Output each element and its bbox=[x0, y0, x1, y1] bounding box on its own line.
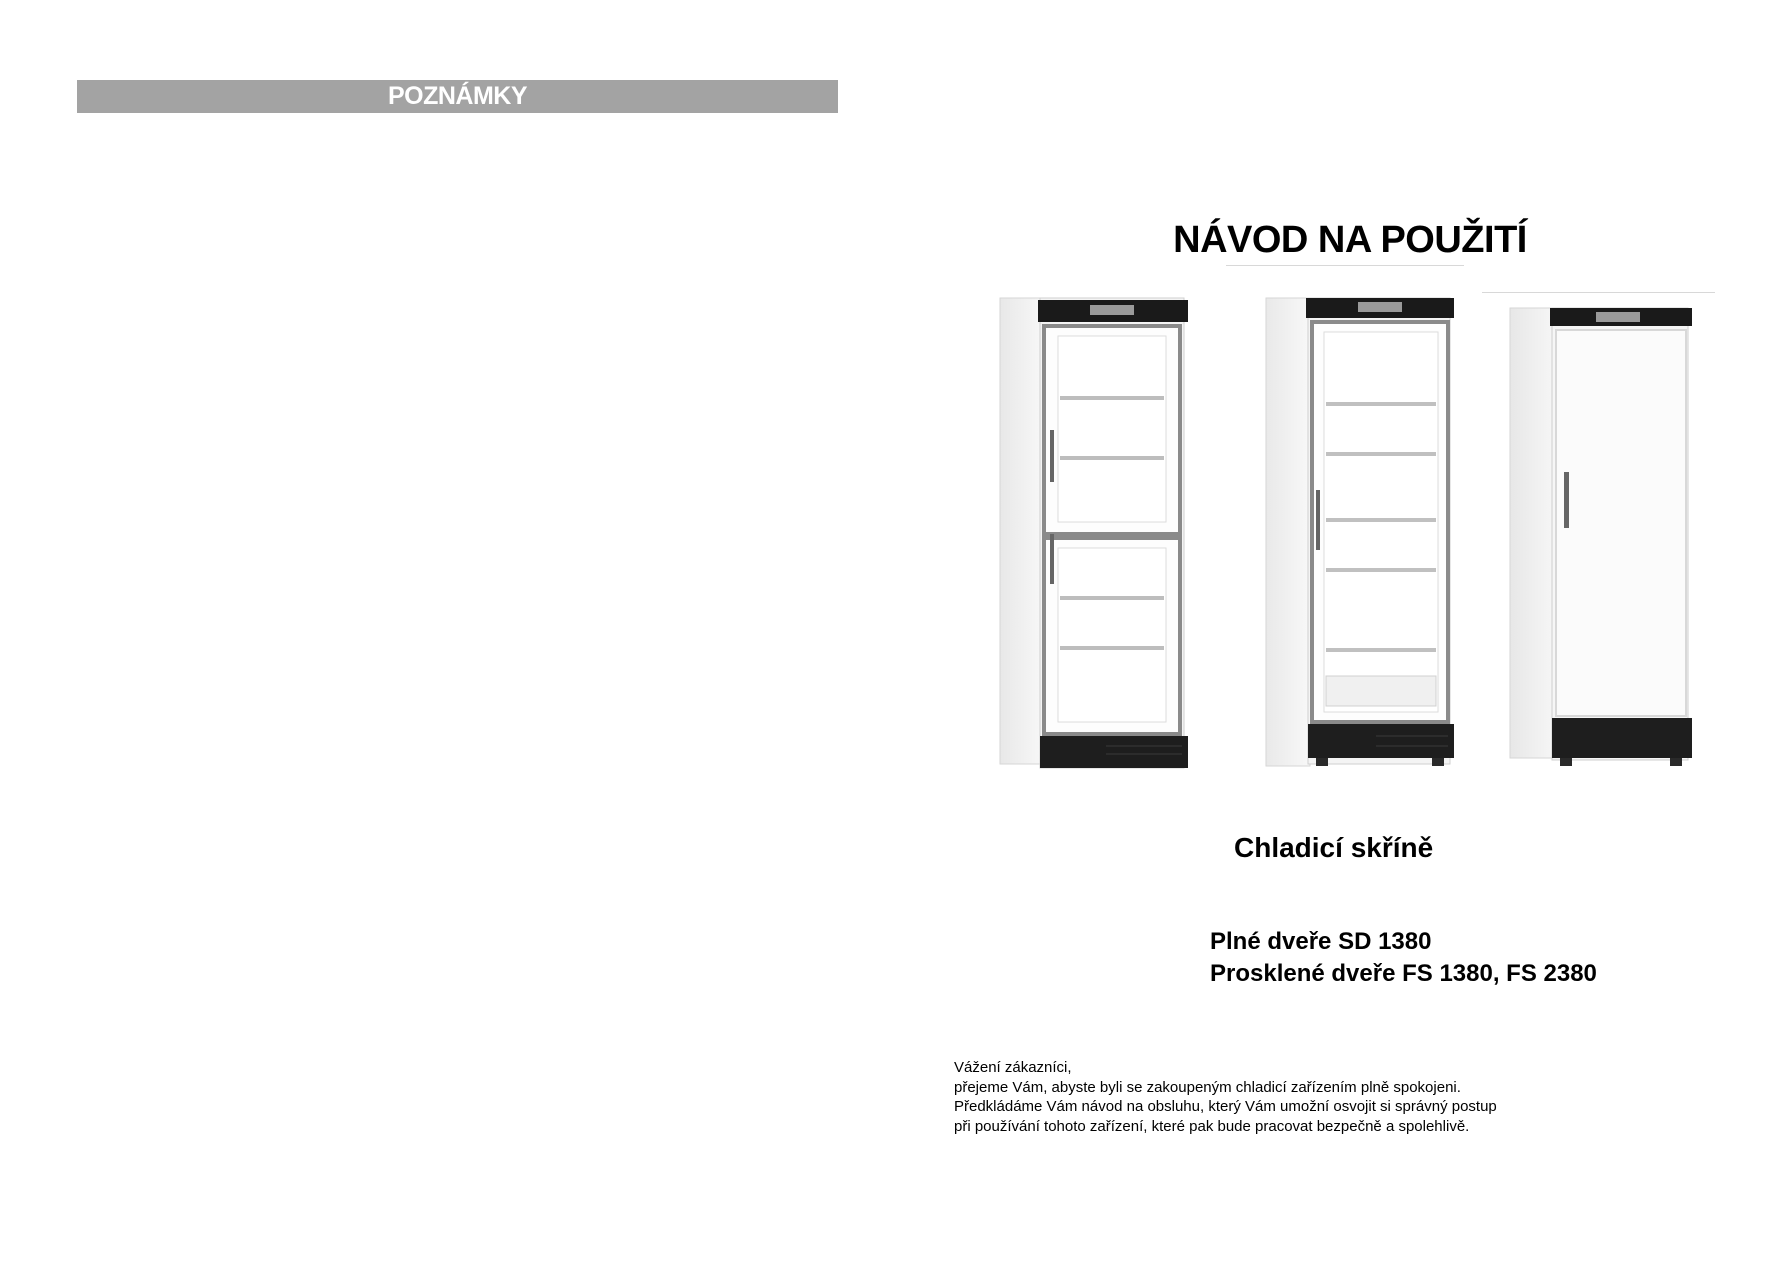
model-line: Plné dveře SD 1380 bbox=[1210, 928, 1432, 955]
model-line: Prosklené dveře FS 1380, FS 2380 bbox=[1210, 960, 1597, 987]
intro-line: Předkládáme Vám návod na obsluhu, který Vám umožní osvojit si správný postup bbox=[954, 1098, 1497, 1115]
fridge-solid-door-photo bbox=[1486, 296, 1716, 786]
notes-heading: POZNÁMKY bbox=[77, 80, 838, 113]
fridge-one-glass-door-photo bbox=[1226, 280, 1466, 800]
divider-line bbox=[1226, 265, 1464, 266]
intro-paragraph bbox=[954, 1058, 1497, 1136]
fridge-two-glass-doors-photo bbox=[986, 280, 1204, 780]
product-subtitle: Chladicí skříně bbox=[1234, 832, 1434, 863]
model-list bbox=[1210, 926, 1597, 990]
intro-line: přejeme Vám, abyste byli se zakoupeným chladicí zařízením plně spokojeni. bbox=[954, 1078, 1461, 1096]
divider-line bbox=[1482, 292, 1715, 293]
manual-title: NÁVOD NA POUŽITÍ bbox=[1173, 219, 1527, 261]
intro-line: při používání tohoto zařízení, které pak bude pracovat bezpečně a spolehlivě. bbox=[954, 1117, 1470, 1135]
intro-line: Vážení zákazníci, bbox=[954, 1059, 1072, 1076]
